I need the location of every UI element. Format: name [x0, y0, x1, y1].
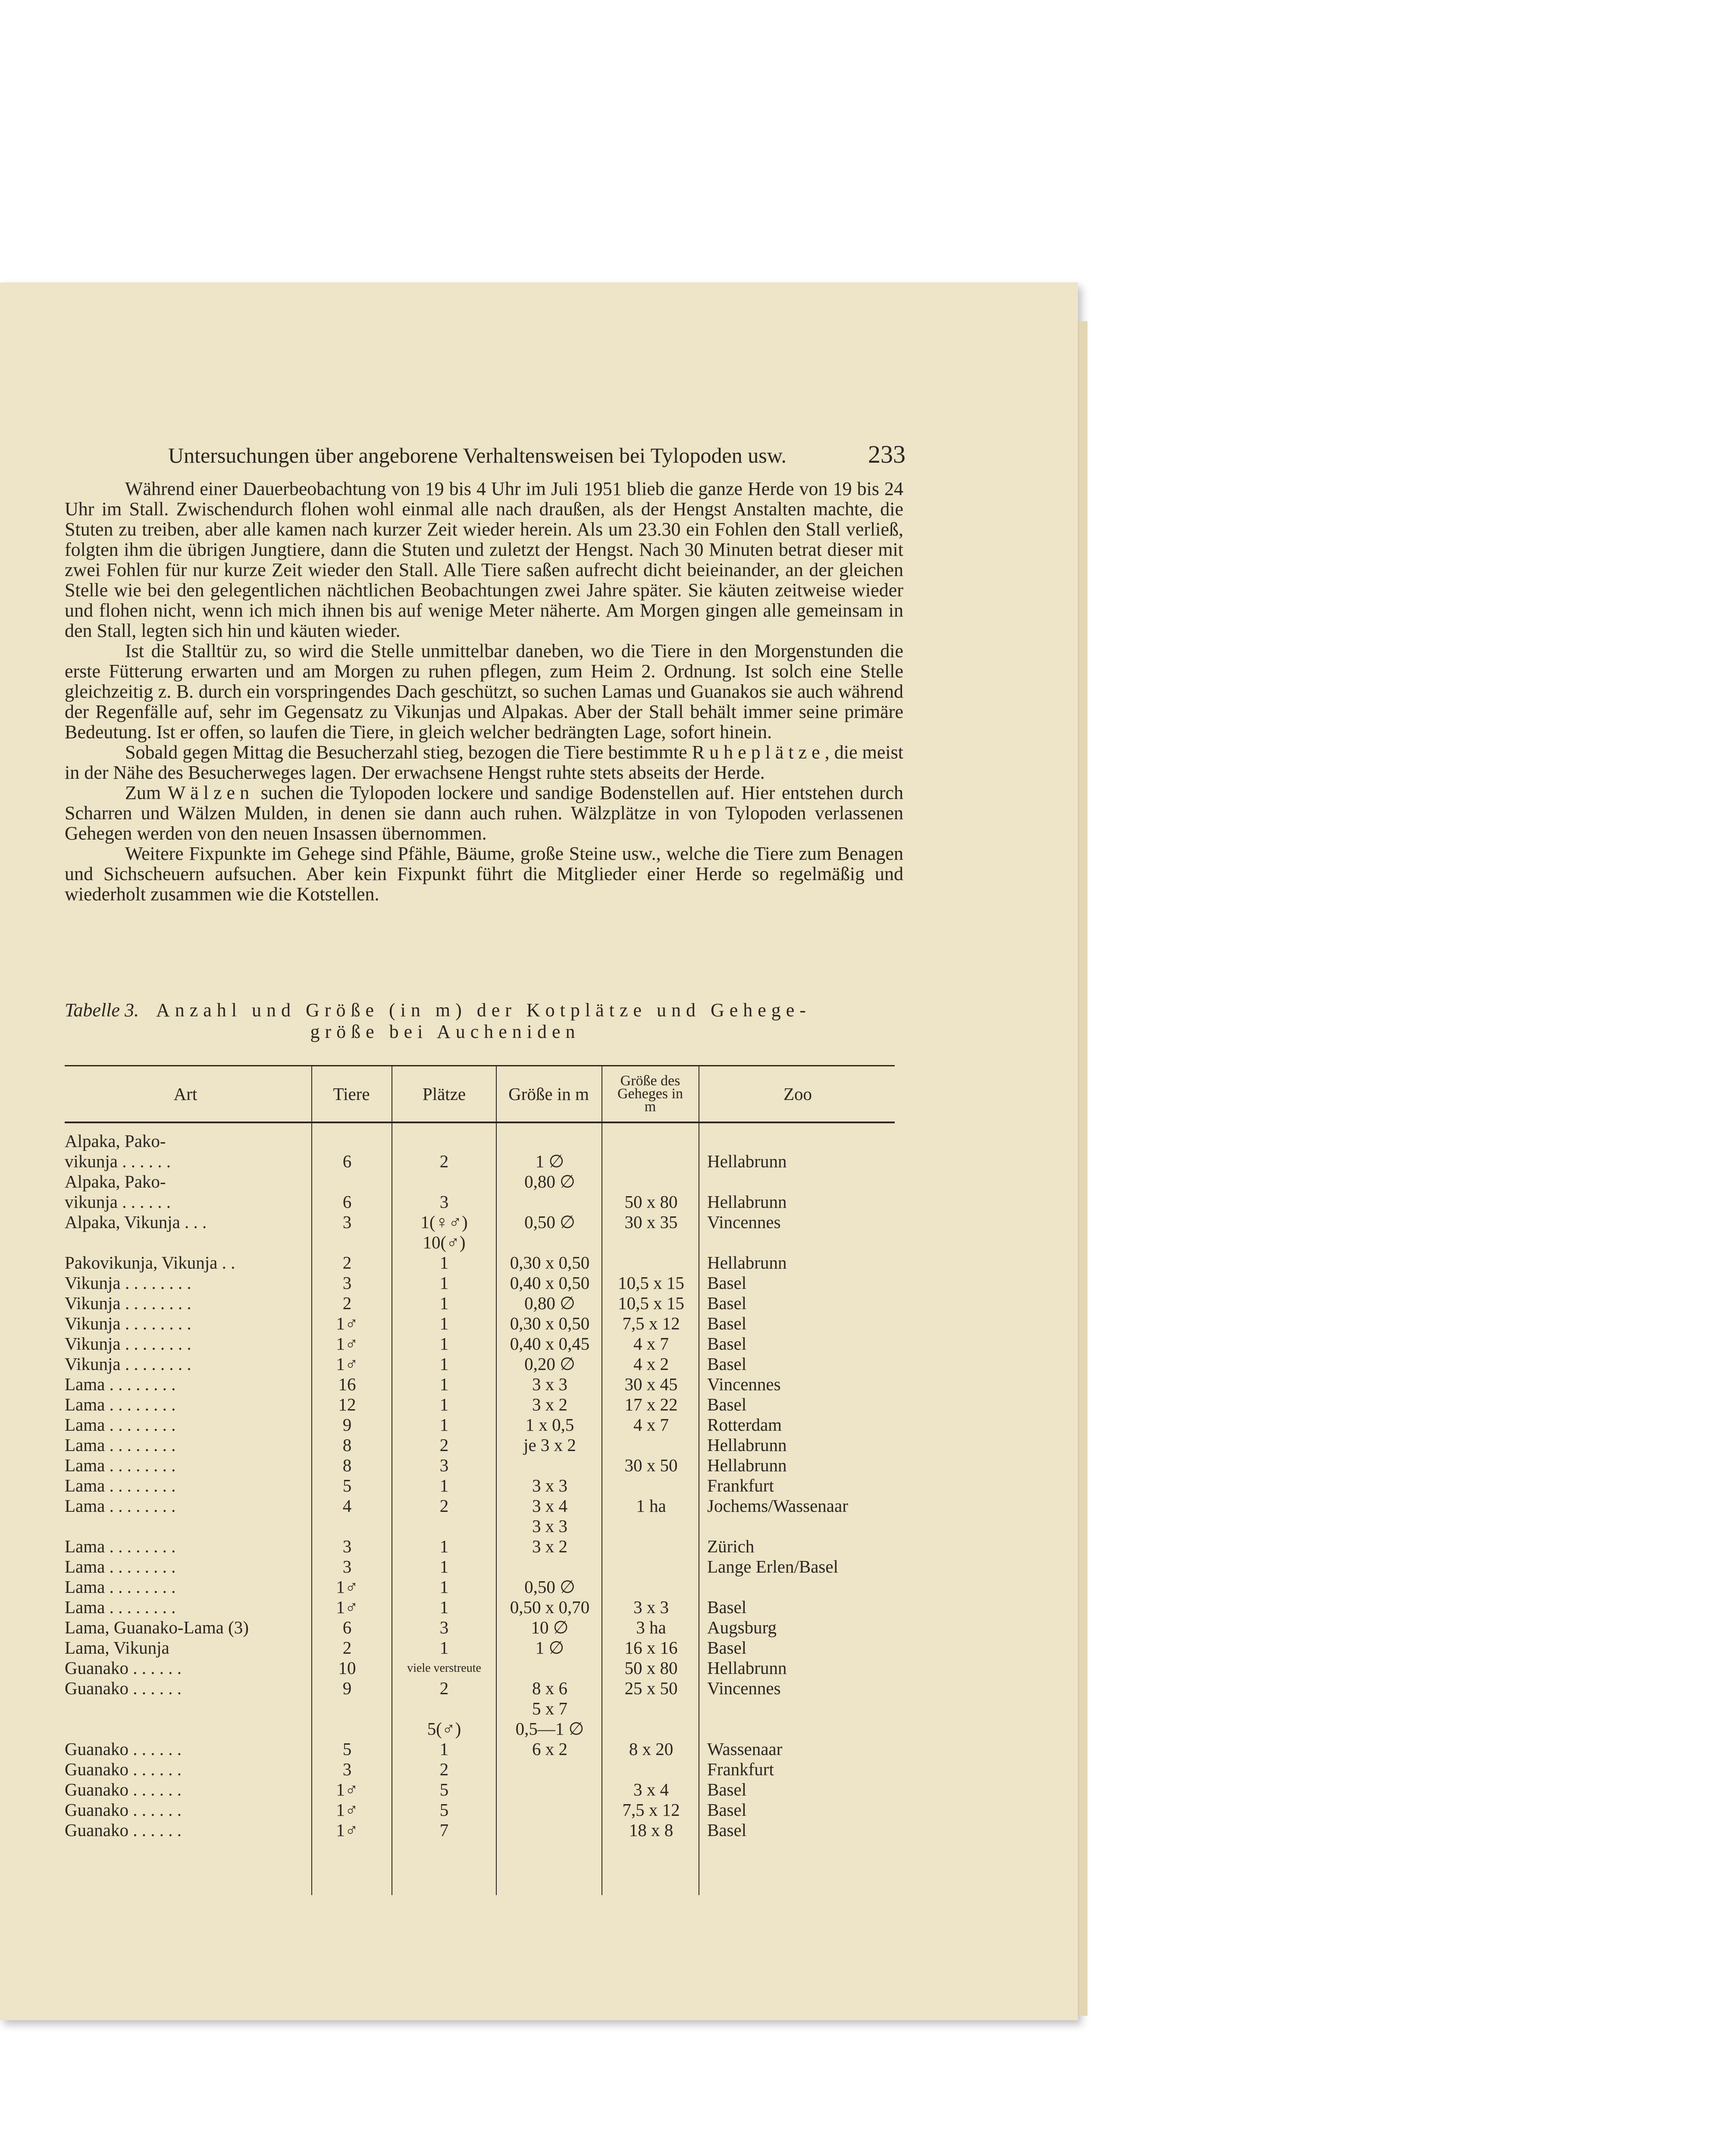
header-tiere: Tiere: [333, 1084, 370, 1104]
cell-geh: 17 x 22: [624, 1395, 678, 1414]
cell-art: Lama . . . . . . . .: [65, 1496, 176, 1516]
cell-tiere: 3: [342, 1557, 352, 1576]
table-row: [65, 1273, 895, 1293]
table-row: [65, 1435, 895, 1455]
cell-platze: 1: [439, 1536, 449, 1556]
spaced-term: Wälzen: [167, 782, 254, 803]
cell-tiere: 6: [342, 1192, 352, 1212]
cell-grosse: 0,30 x 0,50: [510, 1253, 590, 1272]
cell-art: Vikunja . . . . . . . .: [65, 1313, 191, 1333]
cell-art: Lama . . . . . . . .: [65, 1435, 176, 1455]
table-row: [65, 1172, 895, 1192]
table-row: [65, 1577, 895, 1597]
cell-art: Guanako . . . . . .: [65, 1739, 182, 1759]
cell-geh: 18 x 8: [629, 1820, 674, 1840]
cell-art: vikunja . . . . . .: [65, 1151, 171, 1171]
cell-zoo: Zürich: [707, 1536, 755, 1556]
cell-art: vikunja . . . . . .: [65, 1192, 171, 1212]
cell-zoo: Basel: [707, 1800, 747, 1820]
cell-grosse: 3 x 2: [532, 1395, 567, 1414]
cell-tiere: 1♂: [336, 1334, 358, 1354]
cell-platze: 1: [439, 1374, 449, 1394]
table-caption: [65, 1000, 903, 1043]
cell-art: Lama . . . . . . . .: [65, 1374, 176, 1394]
page-number: 233: [868, 440, 905, 468]
cell-art: Alpaka, Pako-: [65, 1131, 166, 1151]
cell-geh: 4 x 7: [633, 1415, 669, 1435]
caption-line-2: größe bei Aucheniden: [310, 1021, 580, 1042]
cell-grosse: 0,40 x 0,45: [510, 1334, 590, 1354]
cell-zoo: Vincennes: [707, 1212, 781, 1232]
table-header: [65, 1065, 895, 1123]
cell-platze: 1: [439, 1313, 449, 1333]
cell-tiere: 5: [342, 1739, 352, 1759]
cell-zoo: Basel: [707, 1354, 747, 1374]
cell-tiere: 1♂: [336, 1313, 358, 1333]
text-run: Sobald gegen Mittag die Besucherzahl stieg, bezogen die Tiere bestimmte: [125, 742, 692, 763]
header-platze: Plätze: [422, 1084, 466, 1104]
cell-tiere: 1♂: [336, 1780, 358, 1799]
cell-platze: 2: [439, 1678, 449, 1698]
cell-geh: 50 x 80: [624, 1192, 678, 1212]
cell-zoo: Frankfurt: [707, 1759, 774, 1779]
cell-platze: 5(♂): [427, 1719, 461, 1739]
cell-platze: 2: [439, 1496, 449, 1516]
cell-grosse: 3 x 3: [532, 1476, 567, 1495]
cell-art: Alpaka, Pako-: [65, 1172, 166, 1191]
cell-platze: 1: [439, 1557, 449, 1576]
table-row: [65, 1698, 895, 1719]
cell-geh: 10,5 x 15: [618, 1273, 684, 1293]
cell-zoo: Hellabrunn: [707, 1151, 787, 1171]
cell-zoo: Basel: [707, 1273, 747, 1293]
cell-tiere: 1♂: [336, 1354, 358, 1374]
cell-platze: 2: [439, 1151, 449, 1171]
cell-grosse: je 3 x 2: [523, 1435, 576, 1455]
cell-platze: 7: [439, 1820, 449, 1840]
cell-tiere: 5: [342, 1476, 352, 1495]
cell-zoo: Hellabrunn: [707, 1435, 787, 1455]
column-divider: [496, 1066, 497, 1122]
cell-zoo: Augsburg: [707, 1617, 777, 1637]
table-row: [65, 1678, 895, 1698]
cell-geh: 25 x 50: [624, 1678, 678, 1698]
cell-zoo: Hellabrunn: [707, 1192, 787, 1212]
cell-geh: 3 x 3: [633, 1597, 669, 1617]
table-row: [65, 1354, 895, 1374]
table-row: [65, 1192, 895, 1212]
column-divider: [311, 1066, 312, 1122]
cell-zoo: Hellabrunn: [707, 1658, 787, 1678]
text-run: Zum: [125, 782, 168, 803]
cell-tiere: 9: [342, 1415, 352, 1435]
cell-tiere: 10: [338, 1658, 356, 1678]
cell-geh: 30 x 35: [624, 1212, 678, 1232]
cell-tiere: 2: [342, 1638, 352, 1658]
cell-art: Lama . . . . . . . .: [65, 1455, 176, 1475]
cell-art: Lama, Vikunja: [65, 1638, 169, 1658]
table-row: [65, 1313, 895, 1334]
cell-tiere: 16: [338, 1374, 356, 1394]
cell-art: Lama . . . . . . . .: [65, 1557, 176, 1576]
cell-tiere: 1♂: [336, 1577, 358, 1597]
cell-zoo: Hellabrunn: [707, 1253, 787, 1272]
cell-geh: 30 x 50: [624, 1455, 678, 1475]
cell-zoo: Basel: [707, 1313, 747, 1333]
cell-tiere: 12: [338, 1395, 356, 1414]
cell-geh: 50 x 80: [624, 1658, 678, 1678]
running-header: [168, 440, 905, 469]
cell-art: Guanako . . . . . .: [65, 1780, 182, 1799]
cell-grosse: 3 x 3: [532, 1374, 567, 1394]
table-row: [65, 1536, 895, 1557]
cell-platze: 1: [439, 1476, 449, 1495]
cell-zoo: Lange Erlen/Basel: [707, 1557, 838, 1576]
cell-geh: 4 x 2: [633, 1354, 669, 1374]
cell-art: Vikunja . . . . . . . .: [65, 1354, 191, 1374]
cell-platze: 10(♂): [423, 1232, 466, 1252]
cell-tiere: 6: [342, 1151, 352, 1171]
table-row: [65, 1253, 895, 1273]
cell-grosse: 3 x 3: [532, 1516, 567, 1536]
table-row: [65, 1496, 895, 1516]
cell-grosse: 0,30 x 0,50: [510, 1313, 590, 1333]
cell-tiere: 6: [342, 1617, 352, 1637]
spaced-term: Ruheplätze: [692, 742, 825, 763]
cell-art: Lama . . . . . . . .: [65, 1395, 176, 1414]
cell-tiere: 8: [342, 1435, 352, 1455]
table-row: [65, 1476, 895, 1496]
table-row: [65, 1212, 895, 1232]
cell-geh: 7,5 x 12: [622, 1313, 680, 1333]
table-row: [65, 1455, 895, 1476]
table-row: [65, 1759, 895, 1780]
cell-platze: 5: [439, 1800, 449, 1820]
cell-grosse: 8 x 6: [532, 1678, 567, 1698]
cell-art: Pakovikunja, Vikunja . .: [65, 1253, 235, 1272]
cell-zoo: Basel: [707, 1820, 747, 1840]
cell-art: Lama . . . . . . . .: [65, 1597, 176, 1617]
text-run: , die meist in der Nähe des Besucherweges lagen. Der erwachsene Hengst ruhte stets abseits der Herde.: [65, 742, 903, 783]
cell-platze: 2: [439, 1435, 449, 1455]
table-row: [65, 1516, 895, 1536]
page-edge: [1078, 321, 1087, 2016]
cell-grosse: 1 ∅: [535, 1151, 564, 1171]
cell-grosse: 3 x 4: [532, 1496, 567, 1516]
cell-zoo: Vincennes: [707, 1678, 781, 1698]
header-art: Art: [173, 1084, 197, 1104]
text-run: suchen die Tylopoden lockere und sandige Bodenstellen auf. Hier entstehen durch Scharren und Wälzen Mulden, in denen sie dann auch ruhen. Wälzplätze in von Tylopoden verlassenen Gehegen werden von den neuen Insassen übernommen.: [65, 782, 903, 844]
paragraph: Weitere Fixpunkte im Gehege sind Pfähle, Bäume, große Steine usw., welche die Tiere zum Benagen und Sichscheuern aufsuchen. Aber kein Fixpunkt führt die Mitglieder einer Herde so regelmäßig und wiederholt zusammen wie die Kotstellen.: [65, 843, 903, 905]
cell-grosse: 0,50 x 0,70: [510, 1597, 590, 1617]
cell-platze: 1: [439, 1334, 449, 1354]
cell-art: Lama . . . . . . . .: [65, 1476, 176, 1495]
table-row: [65, 1800, 895, 1820]
cell-platze: 3: [439, 1192, 449, 1212]
cell-platze: 1: [439, 1273, 449, 1293]
cell-geh: 30 x 45: [624, 1374, 678, 1394]
cell-platze: 1: [439, 1638, 449, 1658]
cell-tiere: 3: [342, 1212, 352, 1232]
cell-platze: 1: [439, 1577, 449, 1597]
table-row: [65, 1658, 895, 1678]
cell-art: Alpaka, Vikunja . . .: [65, 1212, 207, 1232]
cell-art: Lama . . . . . . . .: [65, 1577, 176, 1597]
cell-geh: 16 x 16: [624, 1638, 678, 1658]
cell-tiere: 2: [342, 1293, 352, 1313]
cell-grosse: 1 x 0,5: [525, 1415, 574, 1435]
cell-grosse: 0,5—1 ∅: [515, 1719, 584, 1739]
cell-platze: viele verstreute: [407, 1661, 481, 1675]
table-row: [65, 1415, 895, 1435]
cell-zoo: Frankfurt: [707, 1476, 774, 1495]
cell-grosse: 0,20 ∅: [524, 1354, 575, 1374]
cell-zoo: Basel: [707, 1293, 747, 1313]
cell-art: Guanako . . . . . .: [65, 1759, 182, 1779]
table-row: [65, 1395, 895, 1415]
cell-geh: 3 x 4: [633, 1780, 669, 1799]
cell-art: Guanako . . . . . .: [65, 1658, 182, 1678]
table-row: [65, 1739, 895, 1759]
cell-grosse: 0,50 ∅: [524, 1577, 575, 1597]
cell-tiere: 3: [342, 1759, 352, 1779]
table-row: [65, 1557, 895, 1577]
table-label: Tabelle 3.: [65, 1000, 139, 1021]
cell-geh: 4 x 7: [633, 1334, 669, 1354]
cell-platze: 1: [439, 1354, 449, 1374]
paragraph: [65, 742, 903, 783]
cell-tiere: 4: [342, 1496, 352, 1516]
table-row: [65, 1820, 895, 1840]
cell-geh: 1 ha: [636, 1496, 666, 1516]
cell-platze: 1: [439, 1293, 449, 1313]
cell-art: Guanako . . . . . .: [65, 1800, 182, 1820]
cell-zoo: Basel: [707, 1638, 747, 1658]
header-zoo: Zoo: [783, 1084, 812, 1104]
cell-grosse: 0,50 ∅: [524, 1212, 575, 1232]
cell-platze: 1: [439, 1415, 449, 1435]
cell-art: Vikunja . . . . . . . .: [65, 1273, 191, 1293]
cell-grosse: 6 x 2: [532, 1739, 567, 1759]
cell-tiere: 9: [342, 1678, 352, 1698]
cell-platze: 1: [439, 1597, 449, 1617]
table-row: [65, 1374, 895, 1395]
cell-grosse: 5 x 7: [532, 1698, 567, 1718]
data-table: [65, 1065, 895, 1899]
cell-tiere: 1♂: [336, 1800, 358, 1820]
cell-art: Vikunja . . . . . . . .: [65, 1334, 191, 1354]
cell-platze: 5: [439, 1780, 449, 1799]
table-row: [65, 1780, 895, 1800]
cell-zoo: Wassenaar: [707, 1739, 783, 1759]
body-text: [65, 479, 903, 904]
cell-grosse: 0,80 ∅: [524, 1172, 575, 1191]
paragraph: Ist die Stalltür zu, so wird die Stelle unmittelbar daneben, wo die Tiere in den Morgenstunden die erste Fütterung erwarten und am Morgen zu ruhen pflegen, zum Heim 2. Ordnung. Ist solch eine Stelle gleichzeitig z. B. durch ein vorspringendes Dach geschützt, so suchen Lamas und Guanakos sie auch während der Regenfälle auf, sehr im Gegensatz zu Vikunjas und Alpakas. Aber der Stall behält immer seine primäre Bedeutung. Ist er offen, so laufen die Tiere, in gleich welcher bedrängten Lage, sofort hinein.: [65, 640, 903, 743]
table-row: [65, 1617, 895, 1638]
cell-art: Lama, Guanako-Lama (3): [65, 1617, 249, 1637]
cell-tiere: 2: [342, 1253, 352, 1272]
cell-art: Guanako . . . . . .: [65, 1820, 182, 1840]
cell-geh: 7,5 x 12: [622, 1800, 680, 1820]
cell-zoo: Jochems/Wassenaar: [707, 1496, 848, 1516]
table-row: [65, 1131, 895, 1151]
header-grosse: Größe in m: [508, 1084, 589, 1104]
cell-geh: 3 ha: [636, 1617, 666, 1637]
cell-grosse: 3 x 2: [532, 1536, 567, 1556]
cell-geh: 8 x 20: [629, 1739, 674, 1759]
cell-grosse: 1 ∅: [535, 1638, 564, 1658]
cell-platze: 1(♀♂): [420, 1212, 468, 1232]
cell-art: Vikunja . . . . . . . .: [65, 1293, 191, 1313]
paragraph: Während einer Dauerbeobachtung von 19 bis 4 Uhr im Juli 1951 blieb die ganze Herde von 19 bis 24 Uhr im Stall. Zwischendurch flohen wohl einmal alle nach draußen, als der Hengst Anstalten machte, die Stuten zu treiben, aber alle kamen nach kurzer Zeit wieder herein. Als um 23.30 ein Fohlen den Stall verließ, folgten ihm die übrigen Jungtiere, dann die Stuten und zuletzt der Hengst. Nach 30 Minuten betrat dieser mit zwei Fohlen für nur kurze Zeit wieder den Stall. Alle Tiere saßen aufrecht dicht beieinander, an der gleichen Stelle wie bei den gelegentlichen nächtlichen Beobachtungen zwei Jahre später. Sie käuten zeitweise wieder und flohen nicht, wenn ich mich ihnen bis auf wenige Meter näherte. Am Morgen gingen alle gemeinsam in den Stall, legten sich hin und käuten wieder.: [65, 478, 903, 641]
cell-zoo: Basel: [707, 1597, 747, 1617]
cell-grosse: 10 ∅: [531, 1617, 569, 1637]
caption-line-1: Anzahl und Größe (in m) der Kotplätze und Gehege-: [156, 1000, 811, 1021]
cell-zoo: Vincennes: [707, 1374, 781, 1394]
running-title: Untersuchungen über angeborene Verhaltensweisen bei Tylopoden usw.: [168, 443, 787, 467]
cell-art: Lama . . . . . . . .: [65, 1536, 176, 1556]
cell-platze: 3: [439, 1455, 449, 1475]
table-row: [65, 1151, 895, 1172]
cell-art: Lama . . . . . . . .: [65, 1415, 176, 1435]
cell-tiere: 1♂: [336, 1597, 358, 1617]
table-row: [65, 1597, 895, 1617]
cell-tiere: 3: [342, 1273, 352, 1293]
cell-zoo: Basel: [707, 1334, 747, 1354]
cell-zoo: Basel: [707, 1395, 747, 1414]
table-body: [65, 1123, 895, 1899]
cell-geh: 10,5 x 15: [618, 1293, 684, 1313]
cell-platze: 1: [439, 1395, 449, 1414]
cell-grosse: 0,80 ∅: [524, 1293, 575, 1313]
header-gehege: Größe des Geheges in m: [617, 1073, 683, 1115]
cell-platze: 1: [439, 1253, 449, 1272]
cell-zoo: Basel: [707, 1780, 747, 1799]
cell-grosse: 0,40 x 0,50: [510, 1273, 590, 1293]
table-row: [65, 1719, 895, 1739]
cell-tiere: 1♂: [336, 1820, 358, 1840]
cell-platze: 1: [439, 1739, 449, 1759]
cell-platze: 3: [439, 1617, 449, 1637]
table-row: [65, 1638, 895, 1658]
table-row: [65, 1334, 895, 1354]
cell-zoo: Hellabrunn: [707, 1455, 787, 1475]
table-row: [65, 1232, 895, 1253]
paragraph: [65, 783, 903, 843]
cell-tiere: 3: [342, 1536, 352, 1556]
cell-art: Guanako . . . . . .: [65, 1678, 182, 1698]
cell-platze: 2: [439, 1759, 449, 1779]
table-row: [65, 1293, 895, 1313]
cell-zoo: Rotterdam: [707, 1415, 782, 1435]
cell-tiere: 8: [342, 1455, 352, 1475]
